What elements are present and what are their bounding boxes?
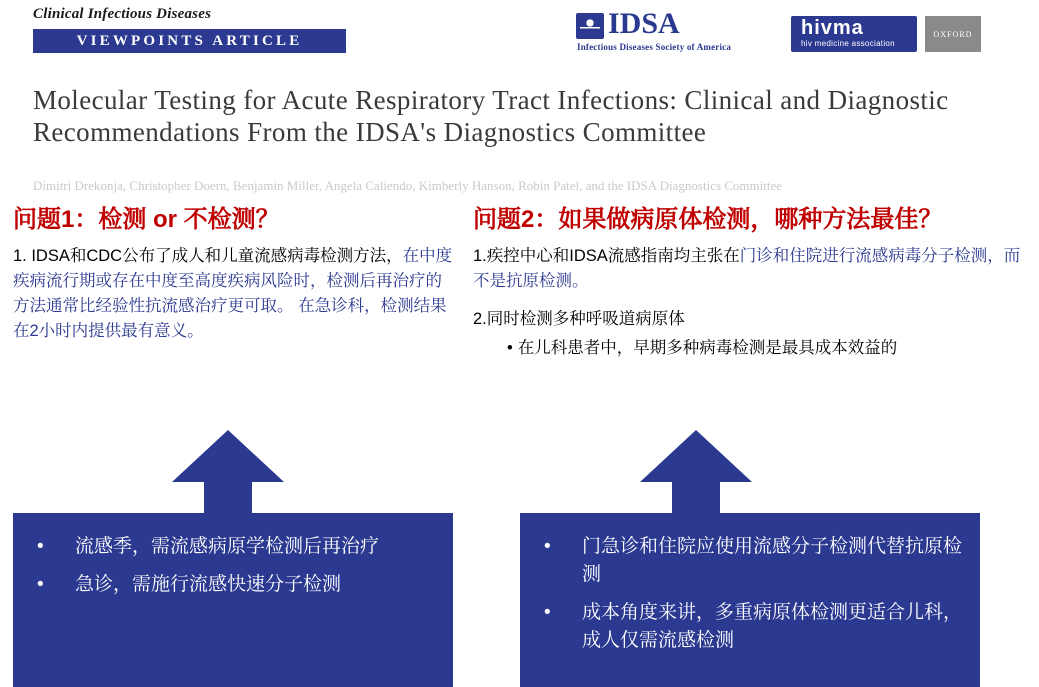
bullet-dot-icon: • (37, 574, 44, 595)
question-2-sub-bullet-text: 在儿科患者中，早期多种病毒检测是最具成本效益的 (517, 339, 898, 357)
idsa-logo (576, 7, 780, 56)
conclusion-right-item-2: 成本角度来讲，多重病原体检测更适合儿科，成人仅需流感检测 (582, 602, 963, 651)
article-type-banner: VIEWPOINTS ARTICLE (33, 29, 346, 53)
list-item (31, 571, 435, 599)
hivma-logo-wordmark: hivma (801, 17, 864, 39)
bullet-dot-icon: • (507, 339, 513, 357)
list-item (31, 533, 435, 561)
question-1-body-highlight: 在中度疾病流行期或存在中度至高度疾病风险时，检测后再治疗的方法通常比经验性抗流感治疗更可取。 在急诊科，检测结果在2小时内提供最有意义。 (13, 247, 453, 340)
bullet-dot-icon: • (544, 602, 551, 623)
question-1-heading: 问题1：检测 or 不检测？ (13, 206, 280, 233)
column-right (473, 205, 1033, 361)
article-byline: Dimitri Drekonja, Christopher Doern, Benjamin Miller, Angela Caliendo, Kimberly Hanson, Robin Patel, and the IDSA Diagnostics Committee (33, 178, 783, 193)
hivma-logo-subtitle: hiv medicine association (801, 39, 895, 48)
question-2-paragraph-1-lead: 1.疾控中心和IDSA流感指南均主张在 (473, 247, 740, 265)
conclusion-list-left (31, 533, 435, 599)
conclusion-left-item-2: 急诊，需施行流感快速分子检测 (75, 574, 342, 595)
list-item (538, 599, 962, 655)
question-2-sub-bullet (473, 336, 1033, 361)
oxford-logo-wordmark: OXFORD (933, 29, 973, 39)
question-2-paragraph-2: 2.同时检测多种呼吸道病原体 (473, 310, 685, 328)
journal-name: Clinical Infectious Diseases (33, 6, 212, 22)
idsa-logo-wordmark: IDSA (608, 7, 680, 40)
question-2-heading: 问题2：如果做病原体检测，哪种方法最佳？ (473, 206, 943, 233)
idsa-logo-subtitle: Infectious Diseases Society of America (577, 42, 732, 52)
conclusion-list-right (538, 533, 962, 655)
oxford-logo (925, 16, 981, 52)
question-1-body-lead: 1. IDSA和CDC公布了成人和儿童流感病毒检测方法， (13, 247, 403, 265)
conclusion-right-item-1: 门急诊和住院应使用流感分子检测代替抗原检测 (582, 536, 963, 585)
conclusion-left-item-1: 流感季，需流感病原学检测后再治疗 (75, 536, 380, 557)
idsa-emblem-icon (576, 13, 604, 39)
bullet-dot-icon: • (37, 536, 44, 557)
bullet-dot-icon: • (544, 536, 551, 557)
question-1-body (13, 244, 453, 344)
question-2-paragraph-1 (473, 244, 1033, 294)
conclusion-box-right (520, 513, 980, 687)
column-left (13, 205, 453, 344)
up-arrow-icon-right (640, 430, 752, 518)
question-2-paragraph-1-highlight: 门诊和住院进行流感病毒分子检测，而不是抗原检测。 (473, 247, 1021, 290)
hivma-logo (791, 16, 917, 52)
up-arrow-icon-left (172, 430, 284, 518)
list-item (538, 533, 962, 589)
article-title: Molecular Testing for Acute Respiratory Tract Infections: Clinical and Diagnostic Recommendations From the IDSA's Diagnostics Committee (33, 85, 949, 147)
conclusion-box-left (13, 513, 453, 687)
